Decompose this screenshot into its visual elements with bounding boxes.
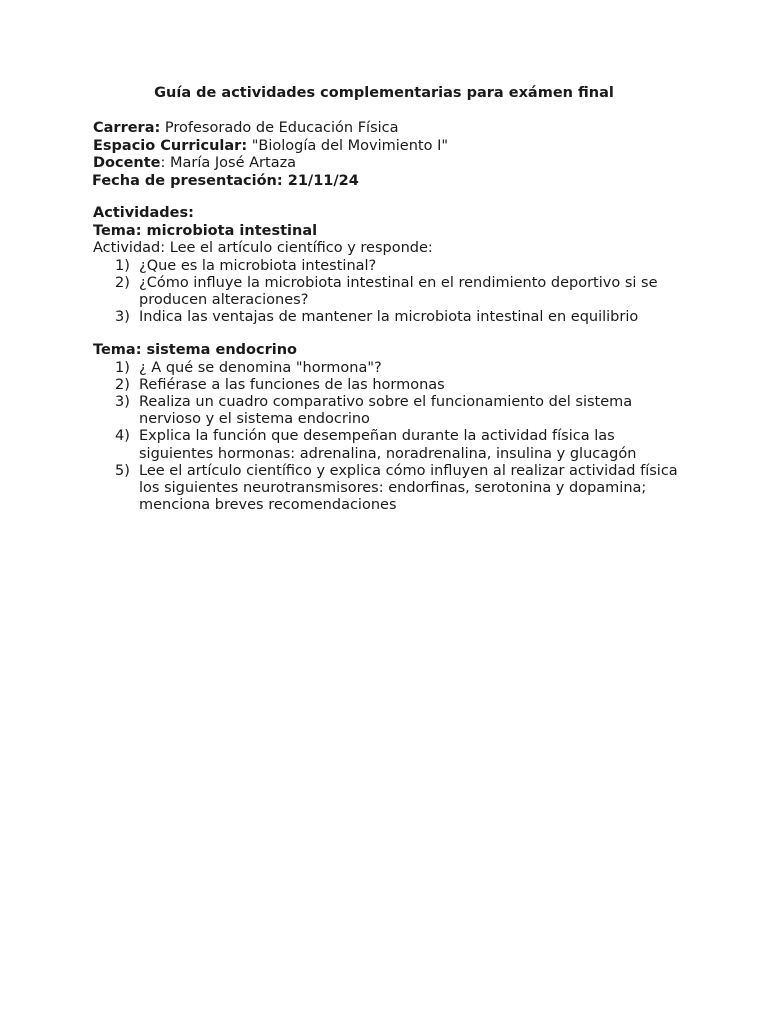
- item-number: 3): [115, 393, 130, 410]
- item-number: 2): [115, 376, 130, 393]
- meta-carrera: [93, 120, 683, 138]
- document-title: Guía de actividades complementarias para exámen final: [154, 85, 614, 101]
- item-text: Explica la función que desempeñan durante la actividad física las siguientes hormonas: adrenalina, noradrenalina, insulina y glucagón: [139, 428, 637, 462]
- item-number: 3): [115, 309, 130, 326]
- list-item: [93, 377, 683, 394]
- meta-fecha: Fecha de presentación: 21/11/24: [92, 172, 359, 189]
- item-text: ¿ A qué se denomina "hormona"?: [139, 359, 382, 376]
- section-heading: Tema: sistema endocrino: [93, 342, 297, 358]
- meta-value: : María José Artaza: [160, 155, 297, 171]
- list-item: [93, 394, 683, 428]
- meta-label: Carrera:: [93, 120, 161, 136]
- section-heading: Tema: microbiota intestinal: [93, 222, 318, 239]
- section-instruction: Actividad: Lee el artículo científico y responde:: [93, 240, 433, 256]
- list-item: [93, 428, 683, 462]
- item-text: ¿Cómo influye la microbiota intestinal en el rendimiento deportivo si se producen alteraciones?: [139, 274, 658, 308]
- item-number: 1): [115, 359, 130, 376]
- item-text: Lee el artículo científico y explica cómo influyen al realizar actividad física los siguientes neurotransmisores: endorfinas, serotonina y dopamina; menciona breves recomendaciones: [139, 462, 678, 514]
- meta-espacio-curricular: [93, 138, 683, 156]
- section-endocrino: [93, 342, 683, 514]
- list-item: [93, 258, 683, 275]
- item-number: 2): [115, 274, 130, 291]
- item-text: Refiérase a las funciones de las hormonas: [139, 376, 445, 393]
- list-item: [93, 360, 683, 377]
- section-microbiota: [93, 205, 683, 326]
- item-text: Realiza un cuadro comparativo sobre el funcionamiento del sistema nervioso y el sistema endocrino: [139, 393, 633, 428]
- actividades-heading: Actividades:: [93, 205, 194, 221]
- item-number: 5): [115, 462, 130, 479]
- meta-value: "Biología del Movimiento I": [247, 137, 449, 154]
- meta-docente: [93, 155, 683, 173]
- item-text: Indica las ventajas de mantener la microbiota intestinal en equilibrio: [139, 309, 639, 326]
- list-item: [93, 275, 683, 309]
- list-item: [93, 309, 683, 326]
- item-text: ¿Que es la microbiota intestinal?: [139, 257, 377, 274]
- meta-value: Profesorado de Educación Física: [160, 120, 399, 136]
- item-number: 1): [115, 257, 130, 274]
- meta-label: Docente: [93, 155, 161, 171]
- document-meta: [93, 120, 683, 190]
- meta-label: Espacio Curricular:: [93, 137, 248, 154]
- question-list: [93, 360, 683, 515]
- question-list: [93, 258, 683, 327]
- list-item: [93, 463, 683, 515]
- item-number: 4): [115, 428, 130, 445]
